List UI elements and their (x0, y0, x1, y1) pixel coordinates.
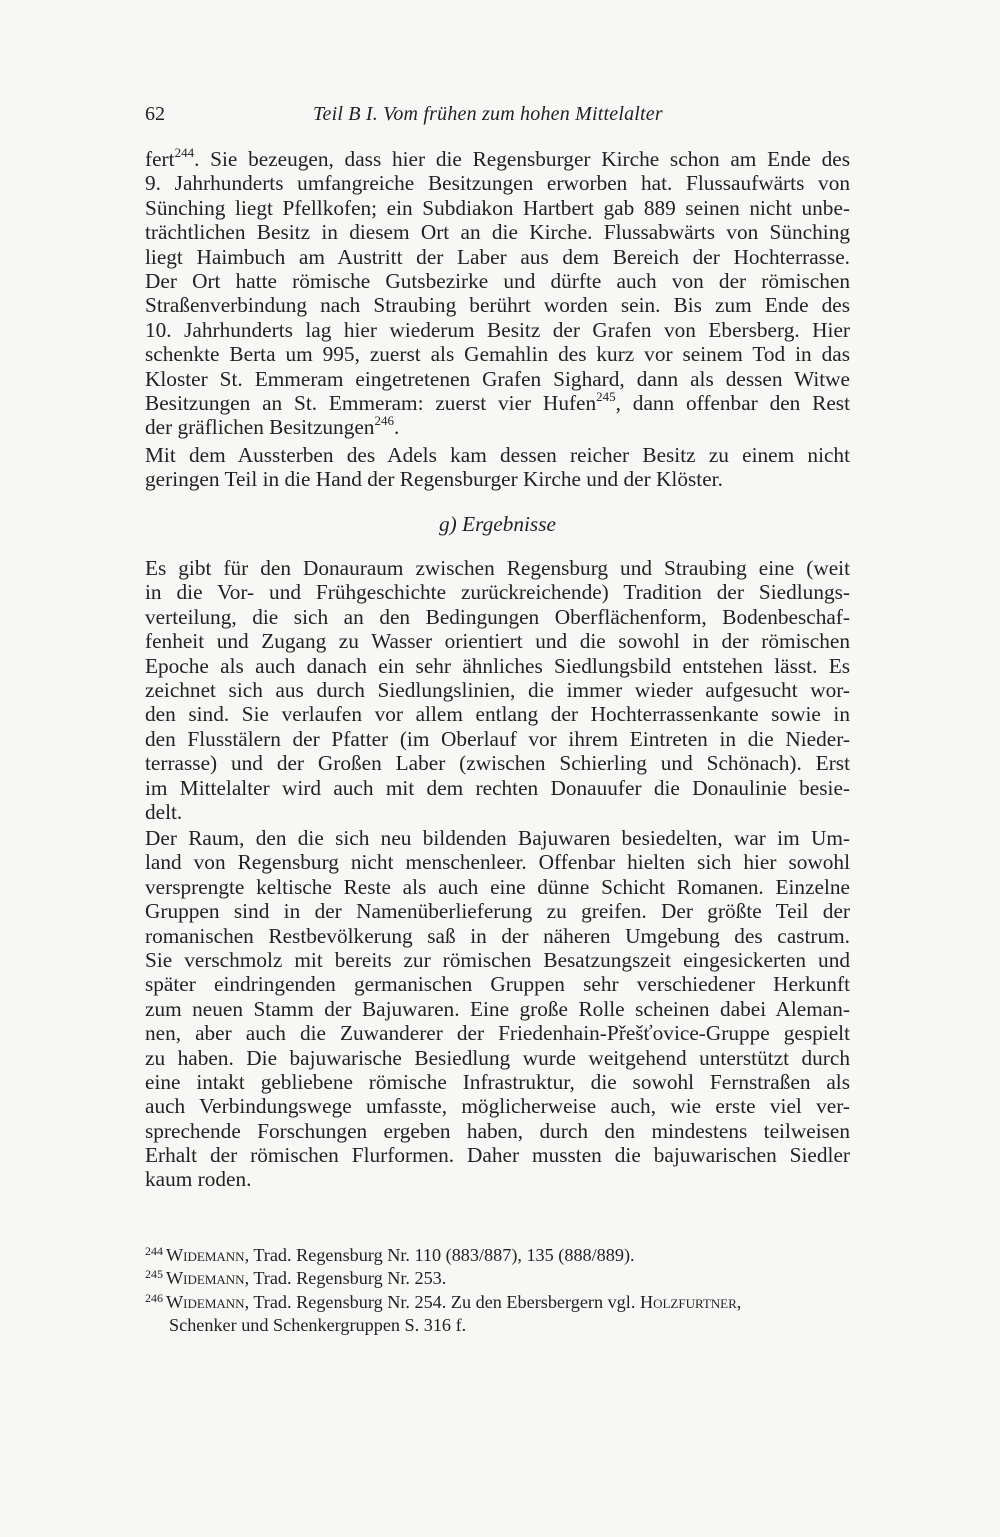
text-line (145, 388, 850, 415)
footnote-author: Widemann (166, 1268, 245, 1289)
text-line: sprechende Forschungen ergeben haben, durch den mindestens teilweisen (145, 1118, 850, 1143)
footnote-ref: 246 (374, 413, 394, 429)
footnote-text: , Trad. Regensburg Nr. 253. (244, 1268, 447, 1289)
text-line: kaum roden. (145, 1167, 252, 1192)
text-segment: der gräflichen Besitzungen (145, 415, 375, 440)
text-line: verteilung, die sich an den Bedingungen Oberflächenform, Bodenbeschaf- (145, 604, 850, 629)
section-heading: g) Ergebnisse (439, 512, 556, 536)
text-line: delt. (145, 799, 183, 824)
text-line: 10. Jahrhunderts lag hier wiederum Besitz der Grafen von Ebersberg. Hier (145, 317, 850, 342)
footnote-text: , (736, 1291, 742, 1312)
text-line: Sünching liegt Pfellkofen; ein Subdiakon Hartbert gab 889 seinen nicht unbe- (145, 195, 850, 220)
text-line: terrasse) und der Großen Laber (zwischen Schierling und Schönach). Erst (145, 751, 850, 776)
text-segment: fert (145, 147, 175, 171)
text-line: zu haben. Die bajuwarische Besiedlung wurde weitgehend unterstützt durch (145, 1045, 850, 1070)
text-line: Mit dem Aussterben des Adels kam dessen reicher Besitz zu einem nicht (145, 443, 850, 467)
text-line: den sind. Sie verlaufen vor allem entlang der Hochterrassenkante sowie in (145, 702, 850, 727)
text-line: Der Ort hatte römische Gutsbezirke und dürfte auch von der römischen (145, 268, 850, 293)
text-line: liegt Haimbuch am Austritt der Laber aus dem Bereich der Hochterrasse. (145, 244, 850, 269)
text-line (145, 415, 850, 439)
text-line: eine intakt gebliebene römische Infrastruktur, die sowohl Fernstraßen als (145, 1069, 850, 1094)
text-line: Kloster St. Emmeram eingetretenen Grafen Sighard, dann als dessen Witwe (145, 366, 850, 391)
text-segment: Besitzungen an St. Emmeram: zuerst vier Hufen (145, 390, 597, 415)
paragraph-4 (145, 826, 850, 1192)
text-line: geringen Teil in die Hand der Regensburger Kirche und der Klöster. (145, 467, 723, 492)
text-line: romanischen Restbevölkerung saß in der näheren Umgebung des castrum. (145, 923, 850, 948)
text-line: Sie verschmolz mit bereits zur römischen Besatzungszeit eingesickerten und (145, 947, 850, 972)
footnote-author: Holzfurtner (639, 1291, 737, 1312)
footnote-continuation: Schenker und Schenkergruppen S. 316 f. (169, 1314, 467, 1335)
text-line: zum neuen Stamm der Bajuwaren. Eine große Rolle scheinen dabei Aleman- (145, 996, 850, 1021)
text-line: Es gibt für den Donauraum zwischen Regensburg und Straubing eine (weit (145, 556, 850, 580)
footnote (145, 1268, 850, 1291)
footnote (145, 1292, 850, 1315)
text-line: fenheit und Zugang zu Wasser orientiert und die sowohl in der römischen (145, 629, 850, 654)
text-line: nen, aber auch die Zuwanderer der Friedenhain-Přešťovice-Gruppe gespielt (145, 1021, 850, 1046)
text-line: später eindringenden germanischen Gruppen sehr verschiedener Herkunft (145, 972, 850, 997)
text-line: Epoche als auch danach ein sehr ähnliches Siedlungsbild entstehen lässt. Es (145, 653, 850, 678)
text-line: schenkte Berta um 995, zuerst als Gemahlin des kurz vor seinem Tod in das (145, 342, 850, 367)
footnote-text: , Trad. Regensburg Nr. 110 (883/887), 135 (888/889). (244, 1245, 635, 1265)
footnote-number: 245 (145, 1267, 163, 1282)
text-line: trächtlichen Besitz in diesem Ort an die Kirche. Flussabwärts von Sünching (145, 220, 850, 245)
page-number: 62 (145, 103, 165, 125)
footnote-ref: 245 (596, 388, 616, 404)
paragraph-3 (145, 556, 850, 824)
text-line: Der Raum, den die sich neu bildenden Bajuwaren besiedelten, war im Um- (145, 826, 850, 850)
text-line: den Flusstälern der Pfatter (im Oberlauf vor ihrem Eintreten in die Nieder- (145, 726, 850, 751)
text-line: 9. Jahrhunderts umfangreiche Besitzungen erworben hat. Flussaufwärts von (145, 171, 850, 196)
paragraph-2 (145, 443, 850, 492)
text-line: versprengte keltische Reste als auch eine dünne Schicht Romanen. Einzelne (145, 874, 850, 899)
text-line: Straßenverbindung nach Straubing berührt worden sein. Bis zum Ende des (145, 293, 850, 318)
paragraph-1 (145, 144, 850, 440)
footnote-number: 246 (145, 1290, 163, 1305)
text-line: Gruppen sind in der Namenüberlieferung zu greifen. Der größte Teil der (145, 899, 850, 924)
footnote (145, 1245, 850, 1268)
text-segment: , dann offenbar den Rest (615, 390, 850, 415)
text-segment: . (393, 415, 400, 440)
running-head: Teil B I. Vom frühen zum hohen Mittelalter (313, 103, 663, 125)
text-line: zeichnet sich aus durch Siedlungslinien, die immer wieder aufgesucht wor- (145, 677, 850, 702)
text-line: in die Vor- und Frühgeschichte zurückreichende) Tradition der Siedlungs- (145, 580, 850, 605)
text-line: auch Verbindungswege umfasste, möglicherweise auch, wie erste viel ver- (145, 1094, 850, 1119)
footnote-author: Widemann (166, 1291, 245, 1312)
text-line: im Mittelalter wird auch mit dem rechten Donauufer die Donaulinie besie- (145, 775, 850, 800)
footnote-author: Widemann (166, 1245, 245, 1265)
footnote-text: , Trad. Regensburg Nr. 254. Zu den Ebersbergern vgl. (244, 1291, 640, 1312)
footnote-ref: 244 (174, 144, 195, 160)
text-line: land von Regensburg nicht menschenleer. Offenbar hielten sich hier sowohl (145, 850, 850, 875)
text-segment: . Sie bezeugen, dass hier die Regensburger Kirche schon am Ende des (194, 147, 850, 171)
footnote-number: 244 (145, 1244, 163, 1258)
footnotes (145, 1245, 850, 1336)
text-line (145, 144, 850, 171)
text-line: Erhalt der römischen Flurformen. Daher mussten die bajuwarischen Siedler (145, 1143, 850, 1168)
